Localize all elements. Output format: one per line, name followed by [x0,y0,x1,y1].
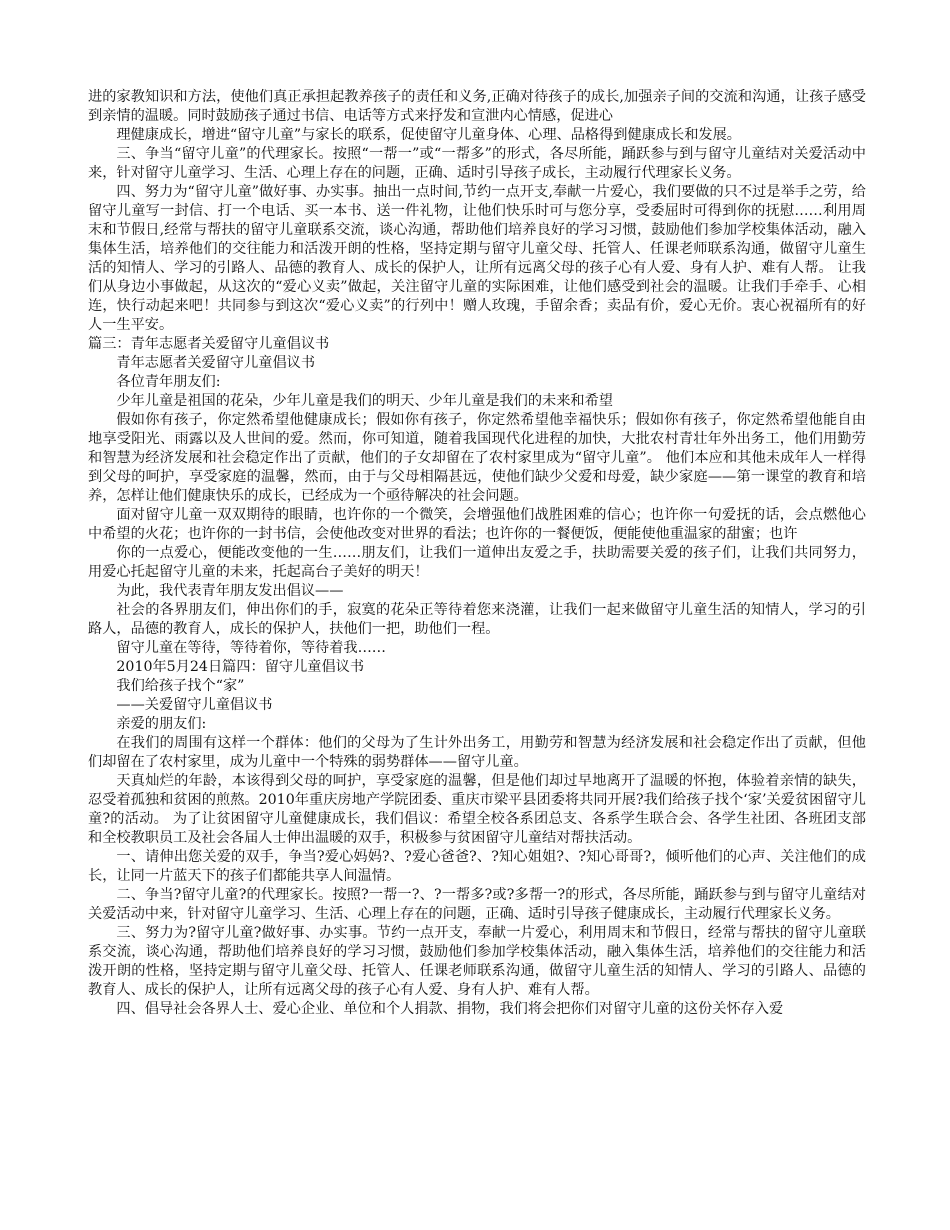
paragraph-14: 留守儿童在等待，等待着你，等待着我…… [116,640,386,656]
paragraph-3: 三、争当“留守儿童”的代理家长。按照“一帮一”或“一帮多”的形式，各尽所能，踊跃参与到与留守儿童结对关爱活动中来，针对留守儿童学习、生活、心理上存在的问题，正确、适时引导孩子成长，主动履行代理家长义务。 [88,146,866,181]
paragraph-10: 面对留守儿童一双双期待的眼睛，也许你的一个微笑，会增强他们战胜困难的信心；也许你一句爱抚的话，会点燃他心中希望的火花；也许你的一封书信，会使他改变对世界的看法；也许你的一餐便饭，便能使他重温家的甜蜜；也许 [88,507,866,542]
paragraph-12: 为此，我代表青年朋友发出倡议—— [116,583,344,599]
paragraph-11: 你的一点爱心，便能改变他的一生……朋友们，让我们一道伸出友爱之手，扶助需要关爱的孩子们，让我们共同努力，用爱心托起留守儿童的未来，托起高台子美好的明天！ [88,545,866,580]
paragraph-9: 假如你有孩子，你定然希望他健康成长；假如你有孩子，你定然希望他幸福快乐；假如你有孩子，你定然希望他能自由地享受阳光、雨露以及人世间的爱。然而，你可知道，随着我国现代化进程的加快，大批农村青壮年外出务工，他们用勤劳和智慧为经济发展和社会稳定作出了贡献，他们的子女却留在了农村家里成为“留守儿童”。 他们本应和其他未成年人一样得到父母的呵护，享受家庭的温馨，然而，由于与父母相隔甚远，使他们缺少父爱和母爱，缺少家庭——第一课堂的教育和培养，怎样让他们健康快乐的成长，已经成为一个亟待解决的社会问题。 [88,412,866,504]
paragraph-22: 二、争当?留守儿童?的代理家长。按照?一帮一?、?一帮多?或?多帮一?的形式，各尽所能，踊跃参与到与留守儿童结对关爱活动中来，针对留守儿童学习、生活、心理上存在的问题，正确、适时引导孩子健康成长，主动履行代理家长义务。 [88,887,866,922]
paragraph-8: 少年儿童是祖国的花朵，少年儿童是我们的明天、少年儿童是我们的未来和希望 [116,393,613,409]
document-body [88,88,866,1019]
paragraph-20: 天真灿烂的年龄，本该得到父母的呵护，享受家庭的温馨，但是他们却过早地离开了温暖的怀抱，体验着亲情的缺失，忍受着孤独和贫困的煎熬。2010年重庆房地产学院团委、重庆市梁平县团委将共同开展?我们给孩子找个‘家’关爱贫困留守儿童?的活动。 为了让贫困留守儿童健康成长，我们倡议：希望全校各系团总支、各系学生联合会、各学生社团、各班团支部和全校教职员工及社会各届人士伸出温暖的双手，积极参与贫困留守儿童结对帮扶活动。 [88,773,866,846]
paragraph-23: 三、努力为?留守儿童?做好事、办实事。节约一点开支，奉献一片爱心，利用周末和节假日，经常与帮扶的留守儿童联系交流，谈心沟通，帮助他们培养良好的学习习惯，鼓励他们参加学校集体活动，融入集体生活，培养他们的交往能力和活泼开朗的性格，坚持定期与留守儿童父母、托管人、任课老师联系沟通，做留守儿童生活的知情人、学习的引路人、品德的教育人、成长的保护人，让所有远离父母的孩子心有人爱、身有人护、难有人帮。 [88,925,866,998]
salutation-2: 亲爱的朋友们: [116,716,207,732]
proposal-title-2: 我们给孩子找个“家” [116,678,245,694]
proposal-subtitle: ——关爱留守儿童倡议书 [116,697,273,713]
paragraph-13: 社会的各界朋友们，伸出你们的手，寂寞的花朵正等待着您来浇灌，让我们一起来做留守儿童生活的知情人，学习的引路人，品德的教育人，成长的保护人，扶他们一把，助他们一程。 [88,602,866,637]
date-and-section-heading-4: 2010年5月24日篇四：留守儿童倡议书 [116,659,365,675]
paragraph-21: 一、请伸出您关爱的双手，争当?爱心妈妈?、?爱心爸爸?、?知心姐姐?、?知心哥哥?，倾听他们的心声、关注他们的成长，让同一片蓝天下的孩子们都能共享人间温情。 [88,849,866,884]
paragraph-4: 四、努力为“留守儿童”做好事、办实事。抽出一点时间,节约一点开支,奉献一片爱心，我们要做的只不过是举手之劳，给留守儿童写一封信、打一个电话、买一本书、送一件礼物，让他们快乐时可与您分享，受委屈时可得到你的抚慰……利用周末和节假日,经常与帮扶的留守儿童联系交流，谈心沟通，帮助他们培养良好的学习习惯，鼓励他们参加学校集体活动，融入集体生活，培养他们的交往能力和活泼开朗的性格，坚持定期与留守儿童父母、托管人、任课老师联系沟通，做留守儿童生活的知情人、学习的引路人、品德的教育人、成长的保护人，让所有远离父母的孩子心有人爱、身有人护、难有人帮。 让我们从身边小事做起，从这次的“爱心义卖”做起，关注留守儿童的实际困难，让他们感受到社会的温暖。让我们手牵手、心相连，快行动起来吧！共同参与到这次“爱心义卖”的行列中！赠人玫瑰，手留余香；卖品有价，爱心无价。衷心祝福所有的好人一生平安。 [88,184,866,333]
paragraph-19: 在我们的周围有这样一个群体：他们的父母为了生计外出务工，用勤劳和智慧为经济发展和社会稳定作出了贡献，但他们却留在了农村家里，成为儿童中一个特殊的弱势群体——留守儿童。 [88,735,866,770]
salutation: 各位青年朋友们: [116,374,221,390]
proposal-title: 青年志愿者关爱留守儿童倡议书 [116,355,316,371]
paragraph-2: 理健康成长，增进“留守儿童”与家长的联系，促使留守儿童身体、心理、品格得到健康成长和发展。 [116,127,741,143]
paragraph-24: 四、倡导社会各界人士、爱心企业、单位和个人捐款、捐物，我们将会把你们对留守儿童的这份关怀存入爱 [116,1001,784,1017]
paragraph-1: 进的家教知识和方法，使他们真正承担起教养孩子的责任和义务,正确对待孩子的成长,加强亲子间的交流和沟通，让孩子感受到亲情的温暖。同时鼓励孩子通过书信、电话等方式来抒发和宣泄内心情感，促进心 [88,89,866,124]
section-heading-3: 篇三：青年志愿者关爱留守儿童倡议书 [88,336,330,352]
